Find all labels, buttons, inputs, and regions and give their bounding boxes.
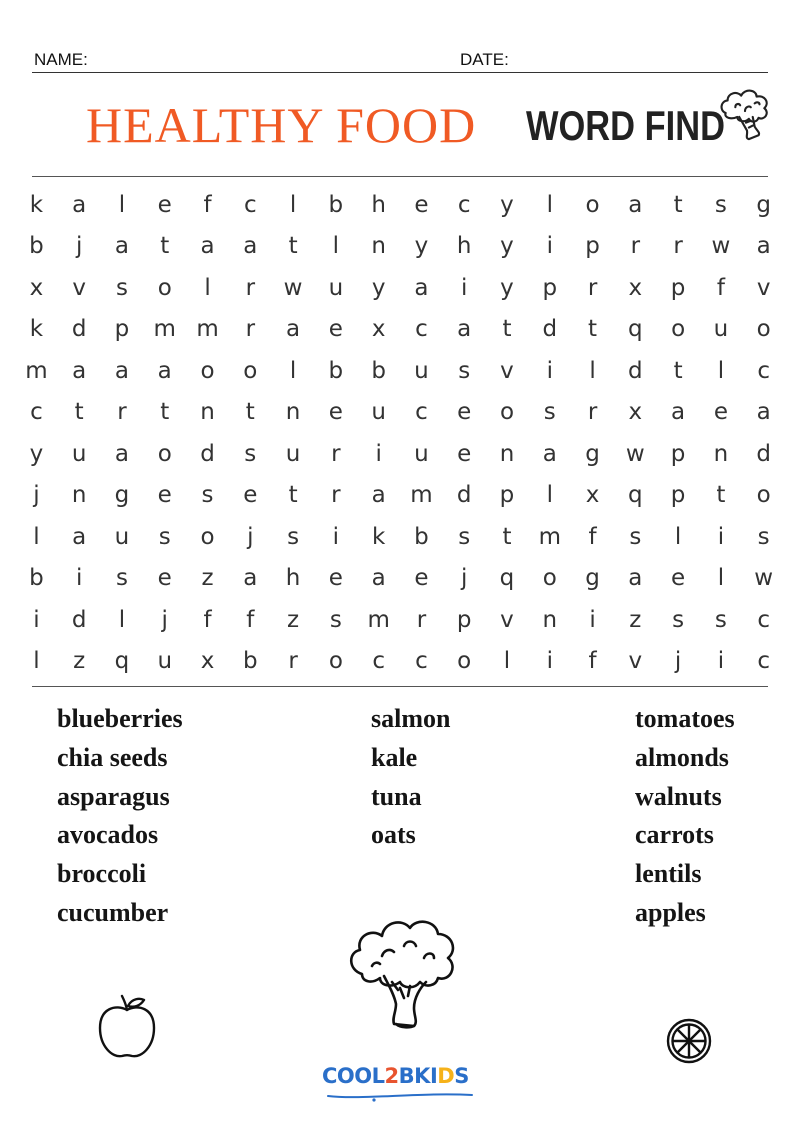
- grid-letter: x: [585, 482, 600, 509]
- grid-letter: v: [628, 648, 643, 675]
- grid-letter: o: [157, 440, 172, 467]
- grid-letter: m: [25, 357, 48, 384]
- grid-letter: c: [30, 399, 43, 426]
- grid-letter: l: [33, 648, 40, 675]
- word-item: apples: [635, 897, 706, 927]
- grid-letter: m: [367, 606, 390, 633]
- grid-letter: m: [153, 316, 176, 343]
- grid-letter: x: [200, 648, 215, 675]
- grid-letter: u: [713, 316, 729, 343]
- grid-letter: c: [243, 191, 257, 218]
- grid-letter: l: [546, 482, 553, 509]
- grid-letter: e: [414, 565, 429, 592]
- grid-letter: a: [72, 523, 87, 550]
- grid-letter: p: [670, 482, 686, 509]
- grid-letter: c: [372, 648, 385, 675]
- grid-letter: m: [538, 523, 561, 550]
- grid-letter: o: [157, 274, 172, 301]
- word-item: blueberries: [57, 704, 183, 733]
- grid-letter: e: [157, 565, 172, 592]
- grid-letter: j: [161, 606, 168, 633]
- title-word-find: WORD FIND: [526, 102, 725, 149]
- grid-top-rule: [32, 176, 768, 177]
- grid-letter: o: [200, 357, 215, 384]
- grid-letter: e: [457, 440, 472, 467]
- grid-letter: i: [461, 274, 468, 301]
- grid-letter: c: [415, 648, 428, 675]
- grid-letter: l: [118, 606, 126, 633]
- grid-letter: s: [714, 191, 727, 218]
- grid-letter: z: [629, 606, 642, 633]
- title-healthy-food: HEALTHY FOOD: [86, 97, 477, 153]
- grid-letter: r: [587, 399, 598, 426]
- grid-letter: e: [414, 191, 429, 218]
- grid-letter: i: [717, 523, 725, 550]
- grid-letter: r: [331, 440, 341, 467]
- grid-letter: p: [542, 274, 558, 301]
- grid-letter: f: [203, 191, 212, 218]
- grid-letter: a: [114, 233, 129, 260]
- grid-row: [15, 392, 785, 434]
- grid-letter: s: [672, 606, 685, 633]
- grid-letter: p: [114, 316, 130, 343]
- grid-letter: t: [288, 233, 298, 260]
- grid-letter: d: [542, 316, 558, 343]
- grid-letter: s: [629, 523, 642, 550]
- grid-letter: g: [756, 191, 771, 218]
- grid-letter: f: [588, 523, 597, 550]
- grid-letter: a: [756, 233, 771, 260]
- grid-letter: e: [243, 482, 258, 509]
- grid-letter: j: [33, 482, 40, 509]
- grid-row: [15, 599, 785, 641]
- broccoli-icon: [716, 84, 774, 144]
- grid-letter: a: [628, 565, 643, 592]
- grid-letter: r: [288, 648, 298, 675]
- grid-letter: s: [543, 399, 556, 426]
- word-list-column-3: [635, 700, 735, 933]
- grid-letter: o: [243, 357, 258, 384]
- cool2bkids-logo: [322, 1064, 482, 1104]
- grid-letter: o: [200, 523, 215, 550]
- grid-row: [15, 184, 785, 226]
- grid-letter: r: [331, 482, 341, 509]
- grid-letter: g: [585, 440, 600, 467]
- grid-letter: b: [29, 233, 44, 260]
- letter-grid: [15, 184, 785, 682]
- word-item: tomatoes: [635, 704, 735, 733]
- grid-letter: n: [71, 482, 87, 509]
- word-item: walnuts: [635, 781, 722, 811]
- grid-letter: d: [71, 606, 87, 633]
- grid-row: [15, 309, 785, 351]
- grid-letter: l: [717, 357, 725, 384]
- grid-letter: e: [328, 399, 343, 426]
- grid-letter: r: [673, 233, 683, 260]
- grid-bottom-rule: [32, 686, 768, 687]
- grid-letter: t: [160, 399, 170, 426]
- grid-letter: n: [285, 399, 301, 426]
- grid-letter: l: [289, 357, 297, 384]
- grid-letter: j: [674, 648, 682, 675]
- grid-letter: v: [500, 357, 514, 384]
- grid-letter: t: [74, 399, 84, 426]
- grid-letter: x: [628, 274, 643, 301]
- grid-letter: u: [371, 399, 386, 426]
- grid-letter: n: [713, 440, 729, 467]
- grid-letter: s: [329, 606, 342, 633]
- grid-letter: l: [204, 274, 211, 301]
- grid-letter: l: [118, 191, 126, 218]
- word-item: cucumber: [57, 897, 169, 927]
- grid-letter: w: [283, 274, 303, 301]
- grid-letter: n: [200, 399, 215, 426]
- grid-letter: a: [243, 233, 258, 260]
- grid-row: [15, 475, 785, 517]
- grid-letter: b: [242, 648, 258, 675]
- word-item: oats: [371, 820, 416, 850]
- grid-letter: d: [756, 440, 771, 467]
- grid-letter: k: [371, 523, 386, 550]
- grid-letter: a: [157, 357, 172, 384]
- grid-letter: g: [585, 565, 600, 592]
- grid-letter: s: [244, 440, 257, 467]
- grid-letter: a: [371, 482, 386, 509]
- grid-letter: v: [756, 274, 771, 301]
- date-label: DATE:: [460, 50, 509, 69]
- logo-underline-icon: [322, 1090, 482, 1102]
- grid-letter: e: [328, 316, 343, 343]
- grid-letter: p: [585, 233, 600, 260]
- grid-letter: q: [499, 565, 515, 592]
- word-item: kale: [371, 742, 418, 772]
- logo-text: COOL2BKIDS: [322, 1064, 469, 1088]
- grid-letter: h: [285, 565, 301, 592]
- grid-letter: u: [285, 440, 301, 467]
- grid-letter: l: [589, 357, 596, 384]
- grid-letter: x: [29, 274, 44, 301]
- grid-letter: e: [157, 482, 172, 509]
- grid-letter: o: [328, 648, 343, 675]
- grid-letter: s: [115, 274, 128, 301]
- grid-letter: t: [588, 316, 598, 343]
- grid-letter: t: [716, 482, 726, 509]
- word-item: salmon: [371, 704, 451, 733]
- grid-letter: r: [117, 399, 127, 426]
- grid-letter: l: [503, 648, 511, 675]
- grid-letter: l: [717, 565, 725, 592]
- grid-letter: b: [29, 565, 44, 592]
- grid-letter: z: [73, 648, 86, 675]
- grid-row: [15, 641, 785, 683]
- grid-letter: t: [502, 316, 512, 343]
- grid-letter: p: [456, 606, 472, 633]
- grid-letter: d: [71, 316, 87, 343]
- grid-letter: e: [157, 191, 172, 218]
- name-date-line: [32, 46, 768, 73]
- grid-letter: k: [29, 316, 44, 343]
- grid-letter: t: [673, 191, 683, 218]
- grid-letter: s: [458, 523, 471, 550]
- grid-letter: i: [717, 648, 725, 675]
- grid-letter: d: [456, 482, 472, 509]
- word-item: chia seeds: [57, 742, 168, 772]
- grid-letter: a: [243, 565, 258, 592]
- grid-letter: n: [542, 606, 558, 633]
- grid-letter: a: [414, 274, 429, 301]
- word-list-column-1: [57, 700, 183, 933]
- grid-letter: e: [671, 565, 686, 592]
- grid-letter: e: [328, 565, 343, 592]
- word-item: asparagus: [57, 781, 170, 811]
- grid-letter: u: [114, 523, 130, 550]
- grid-letter: x: [628, 399, 643, 426]
- grid-letter: i: [75, 565, 83, 592]
- orange-slice-icon: [664, 1016, 714, 1066]
- grid-letter: m: [196, 316, 219, 343]
- word-item: avocados: [57, 820, 159, 850]
- grid-letter: b: [414, 523, 429, 550]
- grid-letter: y: [414, 233, 429, 260]
- grid-letter: i: [375, 440, 382, 467]
- grid-letter: l: [674, 523, 682, 550]
- grid-letter: o: [671, 316, 686, 343]
- grid-letter: o: [756, 316, 771, 343]
- grid-letter: s: [757, 523, 770, 550]
- grid-letter: q: [114, 648, 130, 675]
- grid-letter: y: [371, 274, 386, 301]
- grid-letter: v: [500, 606, 514, 633]
- grid-letter: f: [716, 274, 725, 301]
- grid-row: [15, 433, 785, 475]
- grid-letter: p: [670, 440, 686, 467]
- grid-letter: x: [371, 316, 386, 343]
- grid-letter: d: [628, 357, 643, 384]
- grid-letter: f: [246, 606, 255, 633]
- grid-letter: t: [288, 482, 298, 509]
- grid-letter: o: [585, 191, 600, 218]
- grid-letter: j: [461, 565, 468, 592]
- grid-letter: l: [546, 191, 553, 218]
- grid-letter: k: [29, 191, 44, 218]
- grid-letter: a: [286, 316, 301, 343]
- word-list-column-2: [371, 700, 450, 855]
- grid-row: [15, 267, 785, 309]
- grid-letter: e: [713, 399, 728, 426]
- grid-letter: v: [72, 274, 86, 301]
- grid-letter: t: [673, 357, 683, 384]
- grid-letter: y: [500, 274, 514, 301]
- grid-letter: i: [546, 648, 553, 675]
- grid-letter: a: [114, 357, 129, 384]
- broccoli-illustration-icon: [344, 912, 460, 1034]
- grid-letter: j: [247, 523, 254, 550]
- grid-letter: t: [160, 233, 170, 260]
- grid-letter: r: [630, 233, 641, 260]
- grid-letter: c: [457, 191, 471, 218]
- grid-letter: i: [589, 606, 596, 633]
- grid-letter: u: [328, 274, 344, 301]
- grid-row: [15, 558, 785, 600]
- grid-letter: p: [499, 482, 515, 509]
- grid-letter: s: [201, 482, 214, 509]
- grid-letter: c: [757, 606, 770, 633]
- grid-letter: o: [457, 648, 472, 675]
- grid-letter: p: [670, 274, 686, 301]
- grid-letter: a: [457, 316, 472, 343]
- grid-letter: u: [414, 357, 429, 384]
- name-label: NAME:: [34, 50, 88, 69]
- grid-row: [15, 350, 785, 392]
- grid-letter: a: [628, 191, 643, 218]
- grid-letter: s: [287, 523, 300, 550]
- grid-letter: b: [328, 357, 344, 384]
- grid-letter: a: [200, 233, 215, 260]
- grid-letter: c: [415, 316, 428, 343]
- grid-letter: o: [499, 399, 515, 426]
- grid-letter: i: [332, 523, 340, 550]
- grid-letter: y: [29, 440, 44, 467]
- grid-letter: s: [458, 357, 471, 384]
- grid-letter: w: [711, 233, 731, 260]
- grid-letter: z: [201, 565, 214, 592]
- grid-letter: n: [371, 233, 386, 260]
- grid-letter: o: [756, 482, 771, 509]
- grid-letter: a: [671, 399, 686, 426]
- grid-letter: c: [757, 648, 770, 675]
- grid-letter: i: [546, 357, 553, 384]
- grid-letter: a: [72, 357, 87, 384]
- grid-letter: r: [587, 274, 598, 301]
- grid-letter: y: [500, 233, 514, 260]
- grid-letter: l: [332, 233, 340, 260]
- grid-letter: j: [75, 233, 83, 260]
- grid-letter: c: [757, 357, 770, 384]
- grid-letter: n: [499, 440, 515, 467]
- grid-letter: d: [200, 440, 215, 467]
- grid-letter: w: [754, 565, 774, 592]
- grid-letter: r: [416, 606, 427, 633]
- grid-letter: q: [628, 316, 643, 343]
- grid-letter: a: [114, 440, 129, 467]
- grid-letter: l: [289, 191, 297, 218]
- grid-letter: b: [328, 191, 344, 218]
- grid-letter: w: [625, 440, 645, 467]
- grid-letter: b: [371, 357, 386, 384]
- grid-letter: h: [371, 191, 386, 218]
- grid-letter: a: [72, 191, 87, 218]
- grid-letter: m: [410, 482, 433, 509]
- grid-letter: e: [457, 399, 472, 426]
- grid-letter: t: [502, 523, 512, 550]
- word-item: broccoli: [57, 859, 147, 889]
- grid-letter: q: [628, 482, 643, 509]
- word-item: tuna: [371, 781, 422, 811]
- grid-letter: l: [33, 523, 40, 550]
- grid-row: [15, 516, 785, 558]
- grid-letter: y: [500, 191, 514, 218]
- word-item: almonds: [635, 742, 729, 772]
- grid-letter: a: [756, 399, 771, 426]
- grid-letter: r: [245, 274, 256, 301]
- grid-letter: i: [33, 606, 40, 633]
- grid-letter: a: [371, 565, 386, 592]
- grid-letter: s: [115, 565, 128, 592]
- grid-letter: u: [157, 648, 173, 675]
- grid-letter: s: [158, 523, 171, 550]
- grid-letter: u: [414, 440, 429, 467]
- grid-letter: o: [542, 565, 557, 592]
- grid-letter: g: [114, 482, 130, 509]
- grid-letter: h: [456, 233, 472, 260]
- grid-letter: s: [714, 606, 727, 633]
- grid-letter: r: [245, 316, 256, 343]
- grid-letter: z: [287, 606, 300, 633]
- grid-letter: i: [546, 233, 553, 260]
- word-item: lentils: [635, 859, 702, 889]
- grid-row: [15, 226, 785, 268]
- grid-letter: f: [588, 648, 597, 675]
- apple-icon: [94, 992, 160, 1062]
- grid-letter: u: [71, 440, 87, 467]
- grid-letter: c: [415, 399, 428, 426]
- grid-letter: f: [203, 606, 212, 633]
- word-item: carrots: [635, 820, 714, 850]
- grid-letter: t: [245, 399, 255, 426]
- grid-letter: a: [542, 440, 557, 467]
